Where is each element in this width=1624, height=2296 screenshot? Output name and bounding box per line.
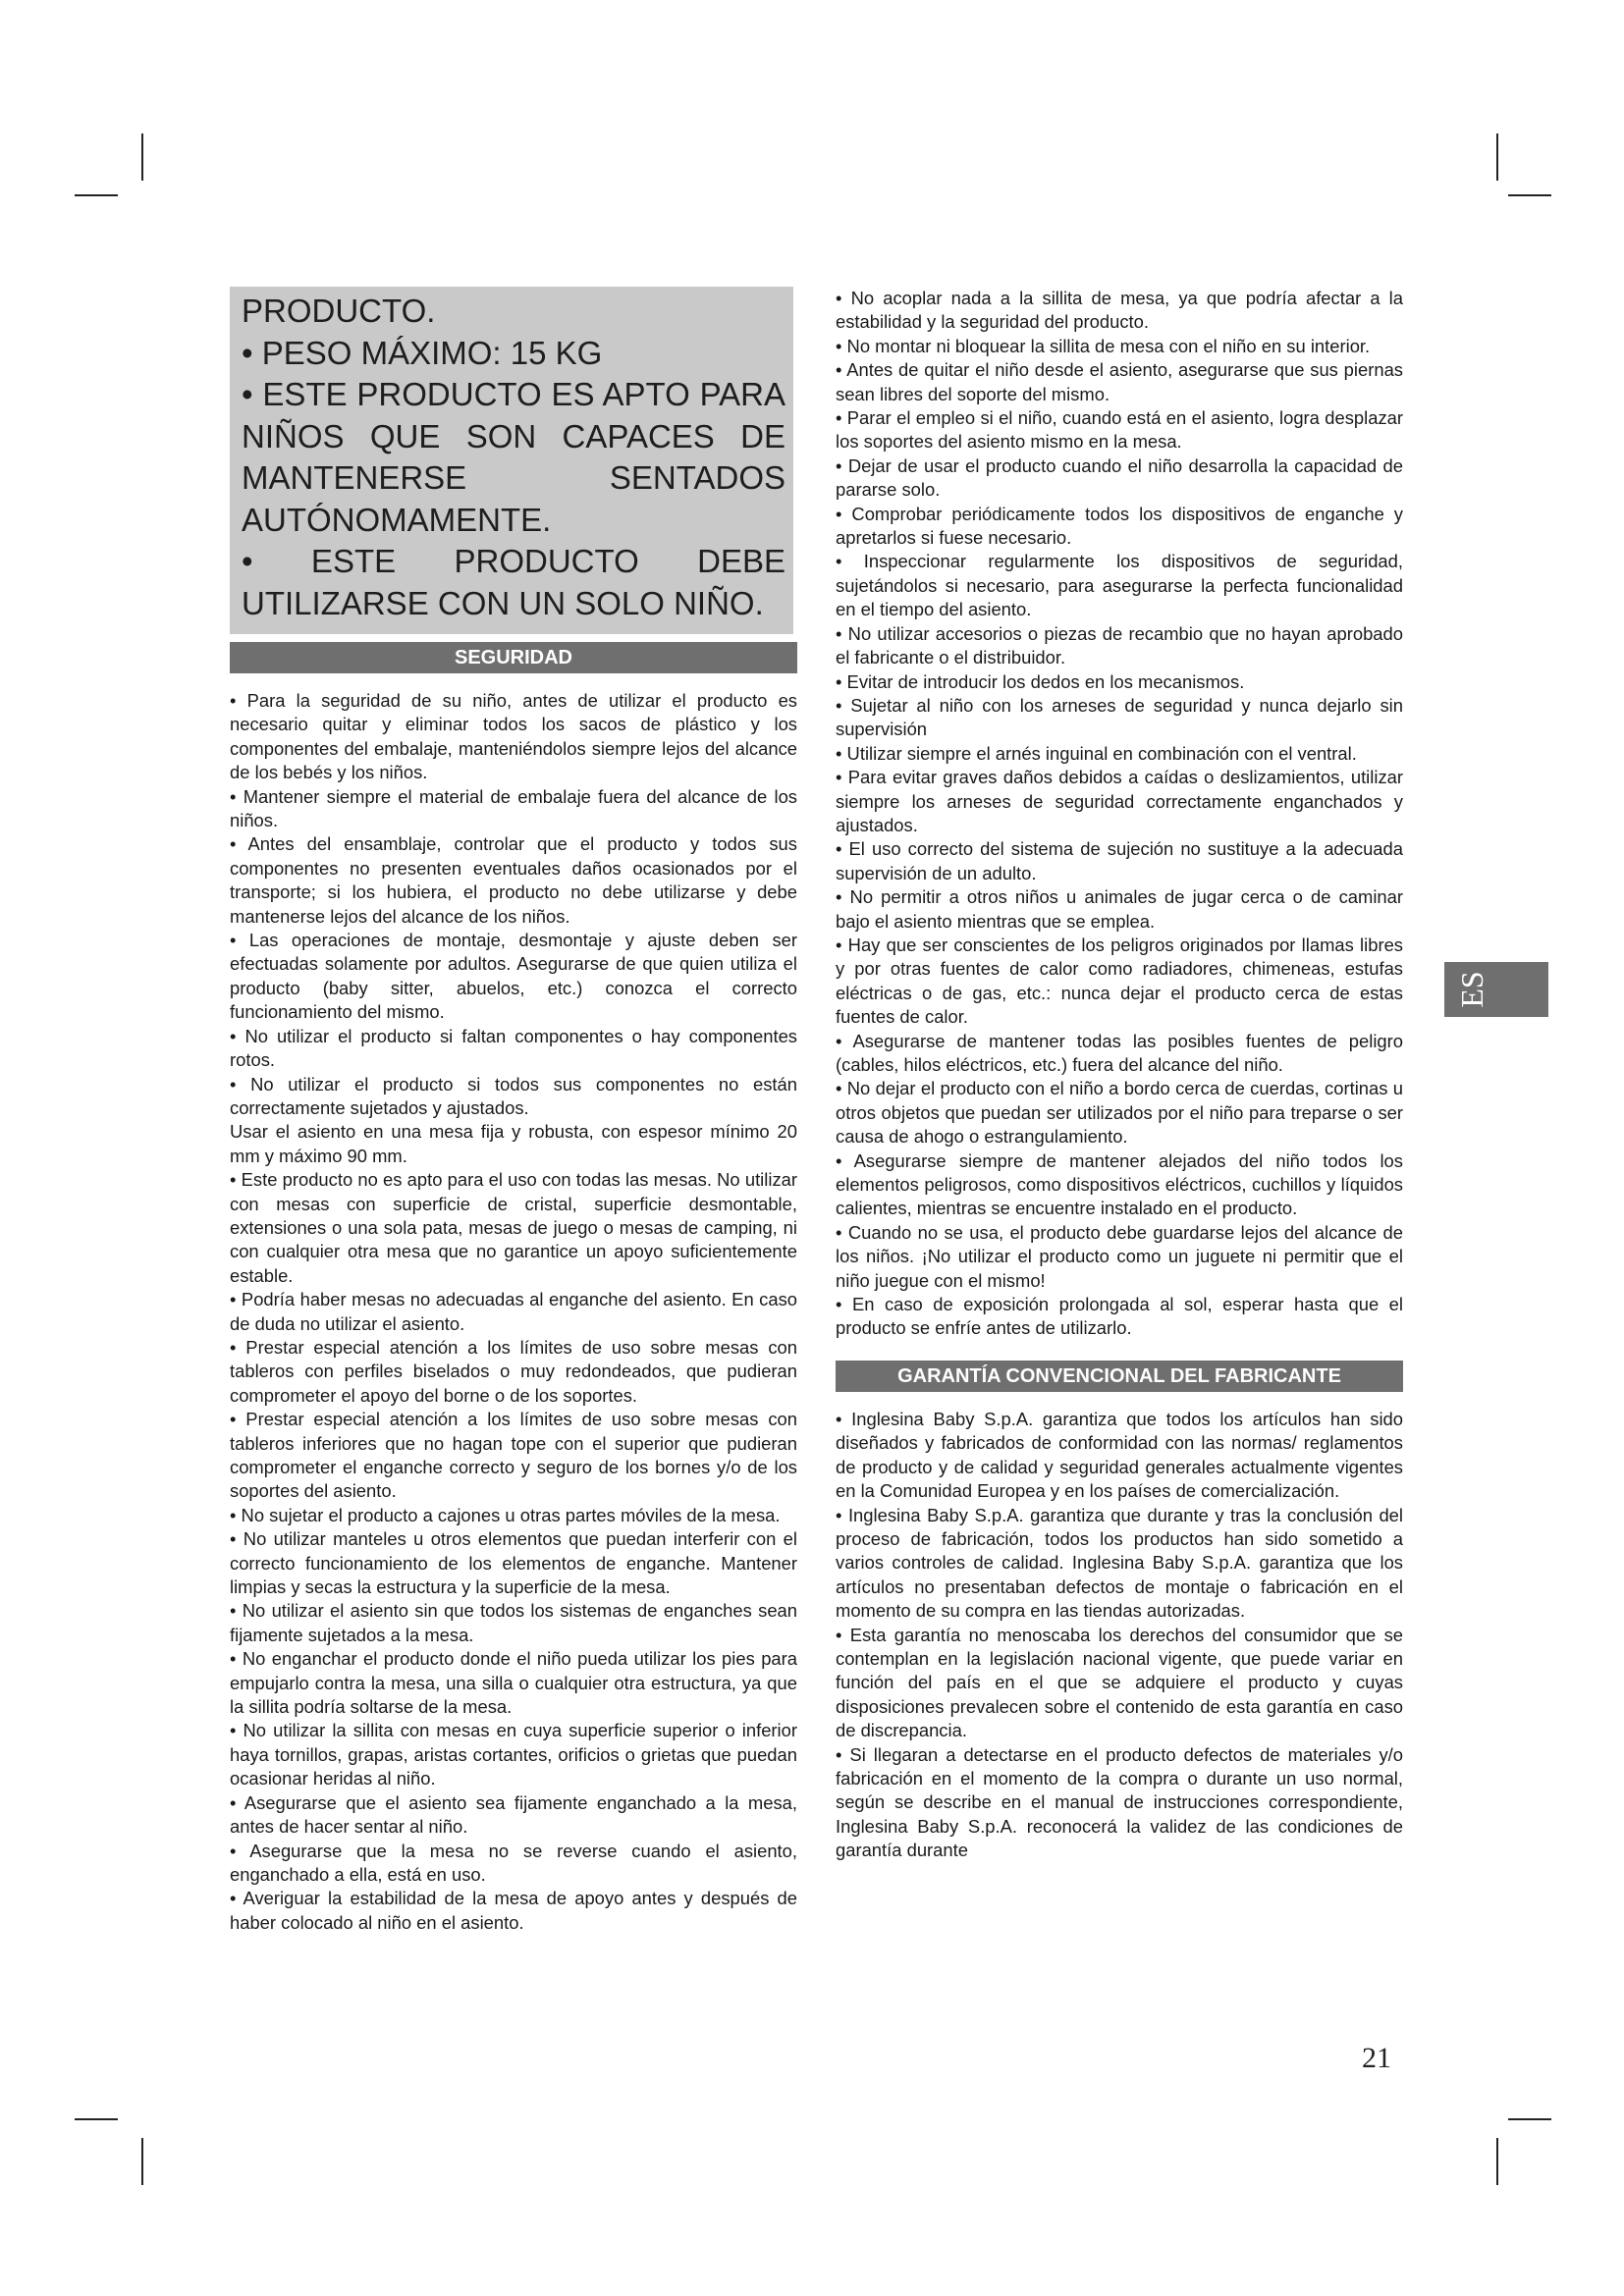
list-item: • Inspeccionar regularmente los dispositivos de seguridad, sujetándolos si necesario, para asegurarse la perfecta funcionalidad en el tiempo del asiento.: [836, 551, 1403, 620]
crop-mark: [1508, 2118, 1551, 2120]
crop-mark: [1508, 194, 1551, 196]
warning-line: PRODUCTO.: [242, 293, 436, 329]
language-tab: [1444, 962, 1548, 1017]
crop-mark: [75, 2118, 118, 2120]
list-item: • Antes de quitar el niño desde el asiento, asegurarse que sus piernas sean libres del soporte del mismo.: [836, 359, 1403, 404]
list-item: • No acoplar nada a la sillita de mesa, ya que podría afectar a la estabilidad y la seguridad del producto.: [836, 288, 1403, 333]
list-item: • Hay que ser conscientes de los peligros originados por llamas libres y por otras fuentes de calor como radiadores, chimeneas, estufas eléctricas o de gas, etc.: nunca dejar el producto cerca de estas fuentes de calor.: [836, 934, 1403, 1028]
list-item: • No utilizar el producto si todos sus componentes no están correctamente sujetados y ajustados.: [230, 1073, 797, 1118]
list-item: • No permitir a otros niños u animales de jugar cerca o de caminar bajo el asiento mientras que se emplea.: [836, 886, 1403, 932]
list-item: • No utilizar accesorios o piezas de recambio que no hayan aprobado el fabricante o el distribuidor.: [836, 622, 1403, 668]
list-item: • Prestar especial atención a los límites de uso sobre mesas con tableros con perfiles biselados o muy redondeados, que pudieran comprometer el apoyo del borne o de los soportes.: [230, 1336, 797, 1406]
seguridad-list: [230, 689, 797, 1935]
list-item: • Utilizar siempre el arnés inguinal en combinación con el ventral.: [836, 742, 1357, 764]
list-item: • No utilizar la sillita con mesas en cuya superficie superior o inferior haya tornillos, grapas, aristas cortantes, orificios o grietas que puedan ocasionar heridas al niño.: [230, 1720, 797, 1789]
list-item: • Sujetar al niño con los arneses de seguridad y nunca dejarlo sin supervisión: [836, 694, 1403, 740]
list-item: • Inglesina Baby S.p.A. garantiza que durante y tras la conclusión del proceso de fabricación, todos los productos han sido sometido a varios controles de calidad. Inglesina Baby S.p.A. garantiza que los artículos no presentaban defectos de montaje o fabricación en el momento de su compra en las tiendas autorizadas.: [836, 1504, 1403, 1622]
crop-mark: [75, 194, 118, 196]
list-item: Usar el asiento en una mesa fija y robusta, con espesor mínimo 20 mm y máximo 90 mm.: [230, 1121, 797, 1166]
crop-mark: [1496, 133, 1498, 181]
list-item: • Comprobar periódicamente todos los dispositivos de enganche y apretarlos si fuese necesario.: [836, 503, 1403, 549]
list-item: • Asegurarse de mantener todas las posibles fuentes de peligro (cables, hilos eléctricos, etc.) fuera del alcance del niño.: [836, 1030, 1403, 1075]
warning-line: • ESTE PRODUCTO ES APTO PARA NIÑOS QUE SON CAPACES DE MANTENERSE SENTADOS AUTÓNOMAMENTE.: [242, 376, 785, 538]
crop-mark: [1496, 2138, 1498, 2185]
list-item: • Si llegaran a detectarse en el producto defectos de materiales y/o fabricación en el momento de la compra o durante un uso normal, según se describe en el manual de instrucciones correspondiente, Inglesina Baby S.p.A. reconocerá la validez de las condiciones de garantía durante: [836, 1743, 1403, 1861]
right-column: [836, 287, 1403, 1863]
list-item: • Averiguar la estabilidad de la mesa de apoyo antes y después de haber colocado al niño en el asiento.: [230, 1888, 797, 1933]
list-item: • Evitar de introducir los dedos en los mecanismos.: [836, 670, 1245, 692]
list-item: • No montar ni bloquear la sillita de mesa con el niño en su interior.: [836, 335, 1371, 356]
list-item: • Este producto no es apto para el uso con todas las mesas. No utilizar con mesas con superficie de cristal, superficie desmontable, extensiones o una sola pata, mesas de juego o mesas de camping, ni con cualquier otra mesa que no garantice un apoyo suficientemente estable.: [230, 1169, 797, 1286]
list-item: • Antes del ensamblaje, controlar que el producto y todos sus componentes no presenten eventuales daños ocasionados por el transporte; si los hubiera, el producto no debe utilizarse y debe mantenerse lejos del alcance de los niños.: [230, 833, 797, 927]
list-item: • Asegurarse que la mesa no se reverse cuando el asiento, enganchado a ella, está en uso.: [230, 1840, 797, 1885]
page-number: 21: [1362, 2042, 1391, 2074]
left-column: [230, 287, 797, 1935]
language-tab-label: ES: [1454, 971, 1489, 1008]
list-item: • No enganchar el producto donde el niño pueda utilizar los pies para empujarlo contra la mesa, una silla o cualquier otra estructura, ya que la sillita podría soltarse de la mesa.: [230, 1648, 797, 1718]
list-item: • Inglesina Baby S.p.A. garantiza que todos los artículos han sido diseñados y fabricados de conformidad con las normas/ reglamentos de producto y de calidad y seguridad generales actualmente vigentes en la Comunidad Europea y en los países de comercialización.: [836, 1408, 1403, 1502]
list-item: • No utilizar manteles u otros elementos que puedan interferir con el correcto funcionamiento de los elementos de enganche. Mantener limpias y secas la estructura y la superficie de la mesa.: [230, 1528, 797, 1598]
warning-line: • PESO MÁXIMO: 15 KG: [242, 334, 603, 371]
list-item: • No utilizar el producto si faltan componentes o hay componentes rotos.: [230, 1025, 797, 1071]
list-item: • No utilizar el asiento sin que todos los sistemas de enganches sean fijamente sujetados a la mesa.: [230, 1600, 797, 1645]
list-item: • Asegurarse siempre de mantener alejados del niño todos los elementos peligrosos, como dispositivos eléctricos, cuchillos y líquidos calientes, mientras se encuentre instalado en el producto.: [836, 1149, 1403, 1219]
garantia-list: [836, 1408, 1403, 1863]
list-item: • Parar el empleo si el niño, cuando está en el asiento, logra desplazar los soportes del asiento mismo en la mesa.: [836, 407, 1403, 453]
section-header-seguridad: SEGURIDAD: [230, 642, 797, 673]
section-header-garantia: GARANTÍA CONVENCIONAL DEL FABRICANTE: [836, 1361, 1403, 1392]
list-item: • Para evitar graves daños debidos a caídas o deslizamientos, utilizar siempre los arneses de seguridad correctamente enganchados y ajustados.: [836, 767, 1403, 835]
list-item: • Prestar especial atención a los límites de uso sobre mesas con tableros inferiores que no hagan tope con el superior que pudieran comprometer el enganche correcto y seguro de los bornes y/o de los soportes del asiento.: [230, 1409, 797, 1502]
list-item: • No dejar el producto con el niño a bordo cerca de cuerdas, cortinas u otros objetos que puedan ser utilizados por el niño para treparse o ser causa de ahogo o estrangulamiento.: [836, 1078, 1403, 1148]
list-item: • No sujetar el producto a cajones u otras partes móviles de la mesa.: [230, 1504, 781, 1525]
warning-line: • ESTE PRODUCTO DEBE UTILIZARSE CON UN SOLO NIÑO.: [242, 543, 785, 621]
warning-box: [230, 287, 793, 634]
safety-list-continued: [836, 287, 1403, 1341]
list-item: • Podría haber mesas no adecuadas al enganche del asiento. En caso de duda no utilizar el asiento.: [230, 1289, 797, 1334]
list-item: • Para la seguridad de su niño, antes de utilizar el producto es necesario quitar y eliminar todos los sacos de plástico y los componentes del embalaje, manteniéndolos siempre lejos del alcance de los bebés y los niños.: [230, 690, 797, 783]
list-item: • Las operaciones de montaje, desmontaje y ajuste deben ser efectuadas solamente por adultos. Asegurarse de que quien utiliza el producto (baby sitter, abuelos, etc.) conozca el correcto funcionamiento del mismo.: [230, 930, 797, 1023]
list-item: • Esta garantía no menoscaba los derechos del consumidor que se contemplan en la legislación nacional vigente, que puede variar en función del país en el que se adquiere el producto y cuyas disposiciones prevalecen sobre el contenido de esta garantía en caso de discrepancia.: [836, 1624, 1403, 1741]
list-item: • Mantener siempre el material de embalaje fuera del alcance de los niños.: [230, 785, 797, 831]
list-item: • Dejar de usar el producto cuando el niño desarrolla la capacidad de pararse solo.: [836, 454, 1403, 501]
list-item: • En caso de exposición prolongada al sol, esperar hasta que el producto se enfríe antes de utilizarlo.: [836, 1294, 1403, 1339]
crop-mark: [141, 2138, 143, 2185]
list-item: • Cuando no se usa, el producto debe guardarse lejos del alcance de los niños. ¡No utilizar el producto como un juguete ni permitir que el niño juegue con el mismo!: [836, 1221, 1403, 1291]
list-item: • Asegurarse que el asiento sea fijamente enganchado a la mesa, antes de hacer sentar al niño.: [230, 1791, 797, 1838]
list-item: • El uso correcto del sistema de sujeción no sustituye a la adecuada supervisión de un adulto.: [836, 838, 1403, 883]
crop-mark: [141, 133, 143, 181]
